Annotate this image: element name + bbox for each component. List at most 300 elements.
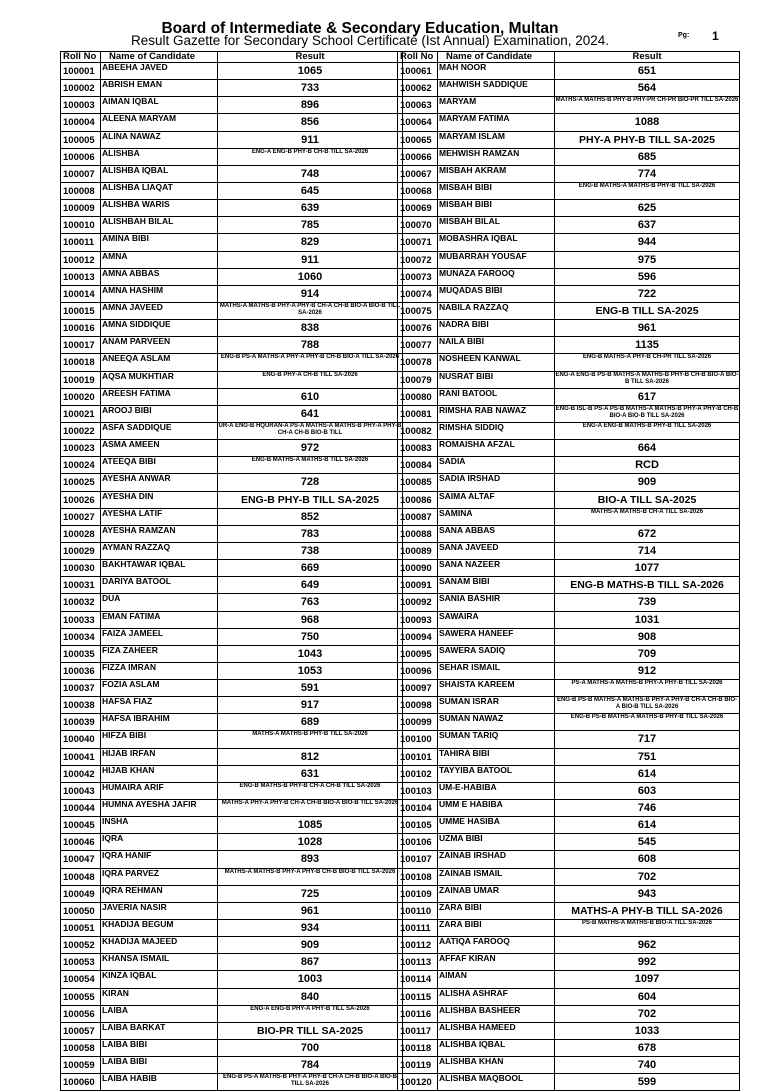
result-value: 700 <box>218 1040 403 1057</box>
table-row <box>398 234 740 251</box>
result-value: 591 <box>218 680 403 697</box>
candidate-name: MARYAM <box>438 97 555 114</box>
roll-number: 100090 <box>398 560 438 577</box>
candidate-name: KINZA IQBAL <box>101 971 218 988</box>
roll-number: 100039 <box>61 714 101 731</box>
table-row <box>61 697 403 714</box>
table-row <box>398 868 740 885</box>
result-value: 911 <box>218 131 403 148</box>
table-row <box>61 525 403 542</box>
candidate-name: SAWAIRA <box>438 611 555 628</box>
result-value: 599 <box>555 1074 740 1091</box>
result-value: 992 <box>555 954 740 971</box>
table-row <box>398 405 740 422</box>
roll-number: 100053 <box>61 954 101 971</box>
result-value: 631 <box>218 765 403 782</box>
candidate-name: AREESH FATIMA <box>101 388 218 405</box>
result-value: PS-B MATHS-A MATHS-B BIO-A TILL SA-2026 <box>555 920 740 937</box>
candidate-name: ZAINAB UMAR <box>438 885 555 902</box>
roll-number: 100072 <box>398 251 438 268</box>
candidate-name: HAFSA FIAZ <box>101 697 218 714</box>
result-value: 943 <box>555 885 740 902</box>
table-row <box>61 868 403 885</box>
table-header-row <box>398 52 740 63</box>
roll-number: 100074 <box>398 285 438 302</box>
table-row <box>398 251 740 268</box>
table-row <box>61 560 403 577</box>
table-row <box>61 645 403 662</box>
candidate-name: MISBAH BIBI <box>438 200 555 217</box>
roll-number: 100081 <box>398 405 438 422</box>
roll-number: 100085 <box>398 474 438 491</box>
roll-number: 100025 <box>61 474 101 491</box>
roll-number: 100075 <box>398 302 438 319</box>
candidate-name: AIMAN IQBAL <box>101 97 218 114</box>
roll-number: 100027 <box>61 508 101 525</box>
candidate-name: UZMA BIBI <box>438 834 555 851</box>
result-value: 564 <box>555 80 740 97</box>
candidate-name: IQRA REHMAN <box>101 885 218 902</box>
roll-number: 100020 <box>61 388 101 405</box>
roll-number: 100115 <box>398 988 438 1005</box>
candidate-name: ASMA AMEEN <box>101 440 218 457</box>
table-row <box>61 508 403 525</box>
table-row <box>61 251 403 268</box>
candidate-name: ZAINAB IRSHAD <box>438 851 555 868</box>
table-row <box>398 388 740 405</box>
candidate-name: ALISHBA HAMEED <box>438 1022 555 1039</box>
table-row <box>61 405 403 422</box>
result-value: ENG-B MATHS-B PHY-B CH-A CH-B TILL SA-2026 <box>218 782 403 799</box>
roll-number: 100031 <box>61 577 101 594</box>
candidate-name: SEHAR ISMAIL <box>438 662 555 679</box>
candidate-name: DARIYA BATOOL <box>101 577 218 594</box>
candidate-name: NADRA BIBI <box>438 320 555 337</box>
candidate-name: LAIBA <box>101 1005 218 1022</box>
candidate-name: NOSHEEN KANWAL <box>438 354 555 371</box>
roll-number: 100083 <box>398 440 438 457</box>
table-row <box>61 662 403 679</box>
table-row <box>398 1040 740 1057</box>
table-row <box>398 337 740 354</box>
candidate-name: FIZZA IMRAN <box>101 662 218 679</box>
table-row <box>398 1074 740 1091</box>
result-value: 702 <box>555 1005 740 1022</box>
result-value: 610 <box>218 388 403 405</box>
table-row <box>61 851 403 868</box>
candidate-name: ALISHBA KHAN <box>438 1057 555 1074</box>
result-value: 746 <box>555 800 740 817</box>
candidate-name: MISBAH AKRAM <box>438 165 555 182</box>
roll-number: 100004 <box>61 114 101 131</box>
roll-number: 100099 <box>398 714 438 731</box>
candidate-name: SANA ABBAS <box>438 525 555 542</box>
candidate-name: ALISHBAH BILAL <box>101 217 218 234</box>
candidate-name: SUMAN NAWAZ <box>438 714 555 731</box>
result-value: 702 <box>555 868 740 885</box>
table-row <box>398 474 740 491</box>
roll-number: 100014 <box>61 285 101 302</box>
table-row <box>398 200 740 217</box>
table-row <box>61 920 403 937</box>
candidate-name: RIMSHA SIDDIQ <box>438 422 555 439</box>
roll-number: 100029 <box>61 542 101 559</box>
roll-number: 100076 <box>398 320 438 337</box>
table-row <box>398 320 740 337</box>
candidate-name: AYESHA ANWAR <box>101 474 218 491</box>
table-row <box>398 611 740 628</box>
table-row <box>398 1005 740 1022</box>
roll-number: 100064 <box>398 114 438 131</box>
result-value: 856 <box>218 114 403 131</box>
roll-number: 100069 <box>398 200 438 217</box>
roll-number: 100095 <box>398 645 438 662</box>
roll-number: 100109 <box>398 885 438 902</box>
result-value: 637 <box>555 217 740 234</box>
candidate-name: ZARA BIBI <box>438 902 555 919</box>
table-row <box>61 971 403 988</box>
roll-number: 100071 <box>398 234 438 251</box>
result-value: 944 <box>555 234 740 251</box>
table-row <box>398 525 740 542</box>
roll-number: 100065 <box>398 131 438 148</box>
result-value: 914 <box>218 285 403 302</box>
result-table-left <box>60 51 402 1091</box>
candidate-name: IQRA PARVEZ <box>101 868 218 885</box>
candidate-name: ABEEHA JAVED <box>101 63 218 80</box>
roll-number: 100051 <box>61 920 101 937</box>
roll-number: 100056 <box>61 1005 101 1022</box>
table-row <box>61 474 403 491</box>
table-row <box>61 371 403 388</box>
result-value: 725 <box>218 885 403 902</box>
roll-number: 100038 <box>61 697 101 714</box>
result-value: 812 <box>218 748 403 765</box>
roll-number: 100114 <box>398 971 438 988</box>
roll-number: 100022 <box>61 422 101 439</box>
result-value: 1028 <box>218 834 403 851</box>
result-value: 733 <box>218 80 403 97</box>
roll-number: 100113 <box>398 954 438 971</box>
table-row <box>398 817 740 834</box>
roll-number: 100049 <box>61 885 101 902</box>
result-value: MATHS-A MATHS-B CH-A TILL SA-2026 <box>555 508 740 525</box>
table-row <box>61 731 403 748</box>
table-row <box>61 577 403 594</box>
candidate-name: NABILA RAZZAQ <box>438 302 555 319</box>
table-row <box>398 714 740 731</box>
result-value: MATHS-A MATHS-B PHY-A PHY-B CH-B BIO-B TILL SA-2026 <box>218 868 403 885</box>
roll-number: 100057 <box>61 1022 101 1039</box>
result-value: 709 <box>555 645 740 662</box>
table-row <box>61 1057 403 1074</box>
result-value: PS-A MATHS-A MATHS-B PHY-A PHY-B TILL SA-2026 <box>555 680 740 697</box>
roll-number: 100104 <box>398 800 438 817</box>
result-value: 896 <box>218 97 403 114</box>
candidate-name: ALISHBA IQBAL <box>438 1040 555 1057</box>
candidate-name: ALISHA ASHRAF <box>438 988 555 1005</box>
candidate-name: AMNA <box>101 251 218 268</box>
result-value: 672 <box>555 525 740 542</box>
table-row <box>398 268 740 285</box>
candidate-name: ALISHBA MAQBOOL <box>438 1074 555 1091</box>
roll-number: 100042 <box>61 765 101 782</box>
table-row <box>61 954 403 971</box>
roll-number: 100005 <box>61 131 101 148</box>
roll-number: 100105 <box>398 817 438 834</box>
table-row <box>61 628 403 645</box>
table-row <box>61 440 403 457</box>
candidate-name: AFFAF KIRAN <box>438 954 555 971</box>
candidate-name: NUSRAT BIBI <box>438 371 555 388</box>
result-value: 784 <box>218 1057 403 1074</box>
result-value: 1053 <box>218 662 403 679</box>
result-value: 751 <box>555 748 740 765</box>
table-row <box>61 714 403 731</box>
result-value: 1060 <box>218 268 403 285</box>
table-row <box>61 782 403 799</box>
roll-number: 100041 <box>61 748 101 765</box>
roll-number: 100050 <box>61 902 101 919</box>
candidate-name: MARYAM ISLAM <box>438 131 555 148</box>
result-value: 1043 <box>218 645 403 662</box>
table-row <box>61 302 403 319</box>
result-value: 911 <box>218 251 403 268</box>
table-row <box>61 491 403 508</box>
candidate-name: ANAM PARVEEN <box>101 337 218 354</box>
result-value: 763 <box>218 594 403 611</box>
candidate-name: NAILA BIBI <box>438 337 555 354</box>
table-row <box>398 954 740 971</box>
roll-number: 100023 <box>61 440 101 457</box>
candidate-name: MOBASHRA IQBAL <box>438 234 555 251</box>
roll-number: 100111 <box>398 920 438 937</box>
candidate-name: AMNA SIDDIQUE <box>101 320 218 337</box>
candidate-name: IQRA HANIF <box>101 851 218 868</box>
candidate-name: SUMAN TARIQ <box>438 731 555 748</box>
candidate-name: EMAN FATIMA <box>101 611 218 628</box>
candidate-name: MAHWISH SADDIQUE <box>438 80 555 97</box>
result-value: 972 <box>218 440 403 457</box>
table-row <box>398 302 740 319</box>
result-value: 1077 <box>555 560 740 577</box>
roll-number: 100001 <box>61 63 101 80</box>
table-row <box>61 457 403 474</box>
result-value: 909 <box>555 474 740 491</box>
candidate-name: SAWERA HANEEF <box>438 628 555 645</box>
roll-number: 100003 <box>61 97 101 114</box>
candidate-name: TAYYIBA BATOOL <box>438 765 555 782</box>
result-value: 1088 <box>555 114 740 131</box>
result-value: 961 <box>218 902 403 919</box>
result-value: UR-A ENG-B HQURAN-A PS-A MATHS-A MATHS-B PHY-A PHY-B CH-A CH-B BIO-B TILL <box>218 422 403 439</box>
table-row <box>398 1022 740 1039</box>
candidate-name: KHANSA ISMAIL <box>101 954 218 971</box>
candidate-name: AYMAN RAZZAQ <box>101 542 218 559</box>
table-row <box>61 680 403 697</box>
result-value: ENG-B ISL-B PS-A PS-B MATHS-A MATHS-B PHY-A PHY-B CH-B BIO-A BIO-B TILL SA-2026 <box>555 405 740 422</box>
candidate-name: KHADIJA BEGUM <box>101 920 218 937</box>
table-row <box>61 800 403 817</box>
roll-number: 100052 <box>61 937 101 954</box>
table-row <box>398 1057 740 1074</box>
roll-number: 100070 <box>398 217 438 234</box>
roll-number: 100061 <box>398 63 438 80</box>
candidate-name: MARYAM FATIMA <box>438 114 555 131</box>
candidate-name: RIMSHA RAB NAWAZ <box>438 405 555 422</box>
candidate-name: ALEENA MARYAM <box>101 114 218 131</box>
result-value: MATHS-A MATHS-B PHY-B PHY-PR CH-PR BIO-PR TILL SA-2026 <box>555 97 740 114</box>
table-row <box>61 1022 403 1039</box>
result-value: 739 <box>555 594 740 611</box>
table-row <box>398 63 740 80</box>
candidate-name: SANIA BASHIR <box>438 594 555 611</box>
result-value: ENG-B MATHS-A PHY-B CH-PR TILL SA-2026 <box>555 354 740 371</box>
table-row <box>61 63 403 80</box>
roll-number: 100055 <box>61 988 101 1005</box>
roll-number: 100116 <box>398 1005 438 1022</box>
table-row <box>61 217 403 234</box>
name-header: Name of Candidate <box>101 52 218 63</box>
roll-number: 100009 <box>61 200 101 217</box>
page-label: Pg: <box>678 32 690 39</box>
candidate-name: AQSA MUKHTIAR <box>101 371 218 388</box>
candidate-name: TAHIRA BIBI <box>438 748 555 765</box>
roll-number: 100008 <box>61 182 101 199</box>
result-value: ENG-B PHY-A CH-B TILL SA-2026 <box>218 371 403 388</box>
table-row <box>61 97 403 114</box>
roll-number: 100107 <box>398 851 438 868</box>
roll-number: 100091 <box>398 577 438 594</box>
candidate-name: AATIQA FAROOQ <box>438 937 555 954</box>
table-row <box>398 937 740 954</box>
roll-number: 100119 <box>398 1057 438 1074</box>
roll-number: 100018 <box>61 354 101 371</box>
result-value: 722 <box>555 285 740 302</box>
roll-number: 100043 <box>61 782 101 799</box>
candidate-name: MUBARRAH YOUSAF <box>438 251 555 268</box>
table-row <box>61 422 403 439</box>
result-value: 917 <box>218 697 403 714</box>
roll-number: 100040 <box>61 731 101 748</box>
result-value: ENG-B PS-A MATHS-A PHY-A PHY-B CH-B BIO-A TILL SA-2026 <box>218 354 403 371</box>
result-value: 909 <box>218 937 403 954</box>
roll-number: 100117 <box>398 1022 438 1039</box>
candidate-name: AMINA BIBI <box>101 234 218 251</box>
candidate-name: ROMAISHA AFZAL <box>438 440 555 457</box>
roll-number: 100054 <box>61 971 101 988</box>
result-value: 689 <box>218 714 403 731</box>
table-row <box>398 645 740 662</box>
candidate-name: AMNA ABBAS <box>101 268 218 285</box>
roll-number: 100026 <box>61 491 101 508</box>
result-value: ENG-A ENG-B PS-B MATHS-A MATHS-B PHY-B CH-B BIO-A BIO-B TILL SA-2026 <box>555 371 740 388</box>
roll-number: 100024 <box>61 457 101 474</box>
table-row <box>398 422 740 439</box>
result-value: 1135 <box>555 337 740 354</box>
roll-number: 100067 <box>398 165 438 182</box>
table-row <box>398 988 740 1005</box>
roll-number: 100087 <box>398 508 438 525</box>
candidate-name: JAVERIA NASIR <box>101 902 218 919</box>
roll-number: 100047 <box>61 851 101 868</box>
roll-number: 100084 <box>398 457 438 474</box>
result-value: 908 <box>555 628 740 645</box>
result-value: 714 <box>555 542 740 559</box>
table-row <box>61 388 403 405</box>
result-value: 740 <box>555 1057 740 1074</box>
result-value: 614 <box>555 817 740 834</box>
candidate-name: SHAISTA KAREEM <box>438 680 555 697</box>
result-value: 669 <box>218 560 403 577</box>
roll-number: 100037 <box>61 680 101 697</box>
result-value: ENG-B PHY-B TILL SA-2025 <box>218 491 403 508</box>
candidate-name: DUA <box>101 594 218 611</box>
candidate-name: AYESHA LATIF <box>101 508 218 525</box>
table-row <box>61 885 403 902</box>
table-row <box>61 182 403 199</box>
result-value: BIO-PR TILL SA-2025 <box>218 1022 403 1039</box>
result-value: 614 <box>555 765 740 782</box>
table-row <box>398 182 740 199</box>
candidate-name: HIFZA BIBI <box>101 731 218 748</box>
result-value: 774 <box>555 165 740 182</box>
roll-number: 100002 <box>61 80 101 97</box>
roll-number: 100102 <box>398 765 438 782</box>
table-row <box>398 834 740 851</box>
table-row <box>398 971 740 988</box>
candidate-name: AYESHA DIN <box>101 491 218 508</box>
roll-number: 100063 <box>398 97 438 114</box>
table-row <box>61 337 403 354</box>
result-value: 893 <box>218 851 403 868</box>
result-value: 1097 <box>555 971 740 988</box>
candidate-name: SAWERA SADIQ <box>438 645 555 662</box>
roll-number: 100092 <box>398 594 438 611</box>
result-value: 603 <box>555 782 740 799</box>
table-row <box>398 560 740 577</box>
name-header: Name of Candidate <box>438 52 555 63</box>
result-value: 608 <box>555 851 740 868</box>
result-value: 617 <box>555 388 740 405</box>
roll-number: 100011 <box>61 234 101 251</box>
table-header-row <box>61 52 403 63</box>
result-value: MATHS-A PHY-A PHY-B CH-A CH-B BIO-A BIO-B TILL SA-2026 <box>218 800 403 817</box>
candidate-name: INSHA <box>101 817 218 834</box>
candidate-name: LAIBA HABIB <box>101 1074 218 1091</box>
table-row <box>398 508 740 525</box>
gazette-header <box>0 20 768 50</box>
roll-number: 100079 <box>398 371 438 388</box>
result-value: 840 <box>218 988 403 1005</box>
result-value: 649 <box>218 577 403 594</box>
candidate-name: SAIMA ALTAF <box>438 491 555 508</box>
roll-number: 100096 <box>398 662 438 679</box>
candidate-name: MUQADAS BIBI <box>438 285 555 302</box>
candidate-name: AIMAN <box>438 971 555 988</box>
table-row <box>398 542 740 559</box>
roll-number: 100080 <box>398 388 438 405</box>
candidate-name: ALINA NAWAZ <box>101 131 218 148</box>
result-value: 728 <box>218 474 403 491</box>
result-value: 545 <box>555 834 740 851</box>
result-value: MATHS-A PHY-B TILL SA-2026 <box>555 902 740 919</box>
roll-number: 100046 <box>61 834 101 851</box>
table-row <box>61 80 403 97</box>
table-row <box>398 748 740 765</box>
result-value: BIO-A TILL SA-2025 <box>555 491 740 508</box>
candidate-name: ANEEQA ASLAM <box>101 354 218 371</box>
